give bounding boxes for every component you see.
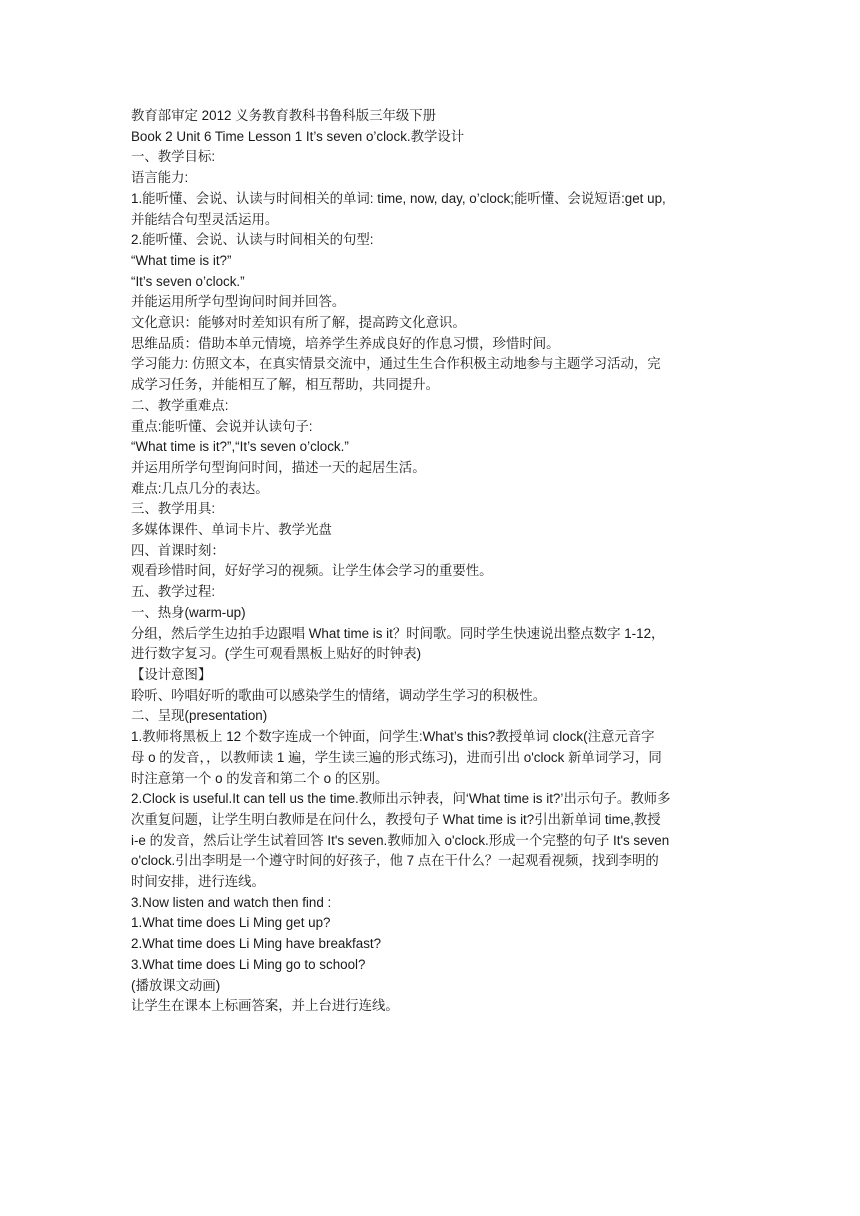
section-heading-process: 五、教学过程: <box>131 584 216 600</box>
subheading-warm-up: 一、热身(warm-up) <box>131 604 246 620</box>
text-line: (播放课文动画) <box>131 977 221 993</box>
text-line: 聆听、吟唱好听的歌曲可以感染学生的情绪，调动学生学习的积极性。 <box>131 687 547 703</box>
section-heading-tools: 三、教学用具: <box>131 501 216 517</box>
document-page <box>131 106 731 1017</box>
text-line: 分组，然后学生边拍手边跟唱 What time is it？时间歌。同时学生快速说出整点数字 1-12， <box>131 625 665 641</box>
text-line: 次重复问题，让学生明白教师是在问什么，教授句子 What time is it?引出新单词 time,教授 <box>131 811 661 827</box>
section-heading-first-moment: 四、首课时刻： <box>131 542 225 558</box>
section-heading-key-points: 二、教学重难点: <box>131 397 229 413</box>
text-line: 母 o 的发音，，以教师读 1 遍，学生读三遍的形式练习)，进而引出 o'clock 新单词学习，同 <box>131 749 662 765</box>
text-line: 重点:能听懂、会说并认读句子: <box>131 418 313 434</box>
question-item: 1.What time does Li Ming get up? <box>131 915 331 931</box>
text-line: 文化意识：能够对时差知识有所了解，提高跨文化意识。 <box>131 315 466 331</box>
text-line: 多媒体课件、单词卡片、教学光盘 <box>131 522 332 538</box>
text-line: 观看珍惜时间，好好学习的视频。让学生体会学习的重要性。 <box>131 563 493 579</box>
text-line: 2.能听懂、会说、认读与时间相关的句型: <box>131 232 374 248</box>
question-item: 2.What time does Li Ming have breakfast? <box>131 936 382 952</box>
text-line: 2.Clock is useful.It can tell us the time.教师出示钟表，问‘What time is it?’出示句子。教师多 <box>131 791 671 807</box>
text-line: o'clock.引出李明是一个遵守时间的好孩子，他 7 点在干什么？一起观看视频，找到李明的 <box>131 853 659 869</box>
text-line: 并运用所学句型询问时间，描述一天的起居生活。 <box>131 459 426 475</box>
text-line: 成学习任务，并能相互了解，相互帮助，共同提升。 <box>131 377 439 393</box>
text-line: 进行数字复习。(学生可观看黑板上贴好的时钟表) <box>131 646 422 662</box>
text-line: 3.Now listen and watch then find : <box>131 894 332 910</box>
text-line: 并能结合句型灵活运用。 <box>131 211 279 227</box>
text-line: 学习能力: 仿照文本，在真实情景交流中，通过生生合作积极主动地参与主题学习活动，完 <box>131 356 661 372</box>
text-line: 1.能听懂、会说、认读与时间相关的单词: time, now, day, o’clock;能听懂、会说短语:get up, <box>131 190 666 206</box>
subheading-presentation: 二、呈现(presentation) <box>131 708 268 724</box>
text-line: 让学生在课本上标画答案，并上台进行连线。 <box>131 998 399 1014</box>
text-line: 时注意第一个 o 的发音和第二个 o 的区别。 <box>131 770 389 786</box>
subheading-language-ability: 语言能力: <box>131 170 189 186</box>
text-line: 时间安排，进行连线。 <box>131 874 265 890</box>
text-line: 难点:几点几分的表达。 <box>131 480 269 496</box>
example-sentence: “It’s seven o’clock.” <box>131 273 245 289</box>
doc-header-line: 教育部审定 2012 义务教育教科书鲁科版三年级下册 <box>131 108 437 123</box>
text-line: 思维品质：借助本单元情境，培养学生养成良好的作息习惯，珍惜时间。 <box>131 335 560 351</box>
text-line: 1.教师将黑板上 12 个数字连成一个钟面，问学生:What’s this?教授单词 clock(注意元音字 <box>131 729 655 745</box>
text-line: 并能运用所学句型询问时间并回答。 <box>131 294 346 310</box>
design-intent-label: 【设计意图】 <box>131 666 212 682</box>
example-sentence: “What time is it?”,“It’s seven o’clock.” <box>131 439 349 455</box>
doc-title: Book 2 Unit 6 Time Lesson 1 It’s seven o’clock.教学设计 <box>131 128 465 144</box>
section-heading-objectives: 一、教学目标: <box>131 149 216 165</box>
text-line: i-e 的发音，然后让学生试着回答 It's seven.教师加入 o'clock.形成一个完整的句子 It's seven <box>131 832 670 848</box>
example-sentence: “What time is it?” <box>131 252 232 268</box>
question-item: 3.What time does Li Ming go to school? <box>131 956 366 972</box>
